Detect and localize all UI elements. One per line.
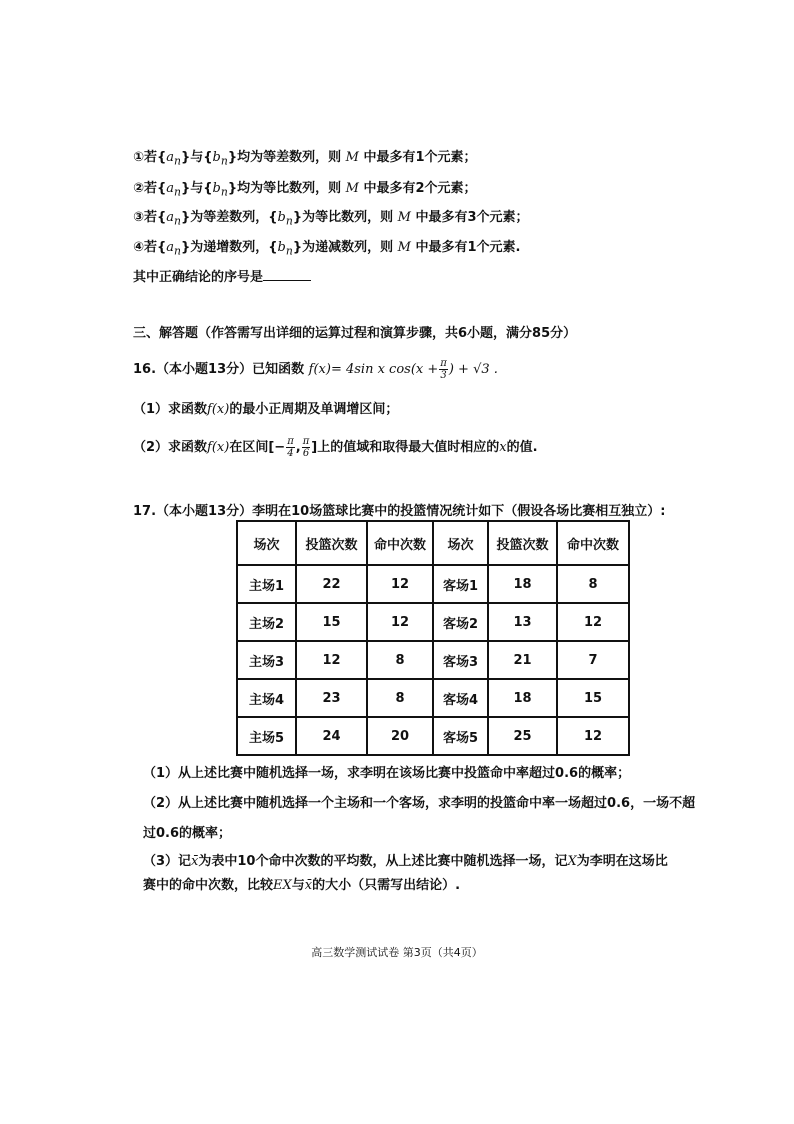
table-cell: 13 xyxy=(488,603,557,641)
header-cell: 投篮次数 xyxy=(296,521,367,565)
table-cell: 12 xyxy=(557,603,629,641)
table-row xyxy=(237,603,629,641)
table-cell: 12 xyxy=(367,565,433,603)
table-cell: 25 xyxy=(488,717,557,755)
table-cell: 主场2 xyxy=(237,603,296,641)
header-cell: 投篮次数 xyxy=(488,521,557,565)
q16-part2: （2）求函数f(x)在区间[− $\frac{\pi}{4}$ , $\frac{\pi}{6}$ ]上的值域和取得最大值时相应的x的值. xyxy=(133,436,538,459)
statement-item-4: ④若$\{a_n\}$为递增数列，$\{b_n\}$为递减数列，则 M 中最多有1个元素. xyxy=(133,240,521,258)
table-row xyxy=(237,717,629,755)
table-cell: 12 xyxy=(367,603,433,641)
table-cell: 18 xyxy=(488,679,557,717)
table-cell: 7 xyxy=(557,641,629,679)
pi-over-4-fraction: $\frac{\pi}{4}$ xyxy=(287,436,294,459)
statement-item-1: ①若$\{a_n\}$与$\{b_n\}$均为等差数列，则 M 中最多有1个元素； xyxy=(133,150,477,168)
table-cell: 22 xyxy=(296,565,367,603)
q17-part3-line2: 赛中的命中次数，比较EX与x̄的大小（只需写出结论）. xyxy=(143,878,461,893)
table-cell: 客场5 xyxy=(433,717,488,755)
table-cell: 24 xyxy=(296,717,367,755)
table-cell: 15 xyxy=(557,679,629,717)
table-cell: 18 xyxy=(488,565,557,603)
q16-part1: （1）求函数f(x)的最小正周期及单调增区间； xyxy=(133,402,399,417)
table-cell: 主场4 xyxy=(237,679,296,717)
table-cell: 15 xyxy=(296,603,367,641)
conclusion-prompt: 其中正确结论的序号是 xyxy=(133,266,311,285)
q17-part1: （1）从上述比赛中随机选择一场，求李明在该场比赛中投篮命中率超过0.6的概率； xyxy=(143,766,631,781)
table-header-row xyxy=(237,521,629,565)
q17-stem: 17.（本小题13分）李明在10场篮球比赛中的投篮情况统计如下（假设各场比赛相互独立）: xyxy=(133,504,666,519)
table-cell: 8 xyxy=(367,679,433,717)
q17-part2-line2: 过0.6的概率； xyxy=(143,826,232,841)
statement-item-2: ②若$\{a_n\}$与$\{b_n\}$均为等比数列，则 M 中最多有2个元素； xyxy=(133,181,477,199)
table-cell: 21 xyxy=(488,641,557,679)
stats-table xyxy=(236,520,630,756)
q16-stem: 16.（本小题13分）已知函数 f(x)= 4sin x cos(x + $\frac{\pi}{3}$ ) + √3 . xyxy=(133,358,498,381)
header-cell: 命中次数 xyxy=(367,521,433,565)
q17-part3-line1: （3）记x̄为表中10个命中次数的平均数，从上述比赛中随机选择一场，记X为李明在这场比 xyxy=(143,854,668,869)
table-cell: 主场5 xyxy=(237,717,296,755)
section3-heading: 三、解答题（作答需写出详细的运算过程和演算步骤，共6小题，满分85分） xyxy=(133,326,577,341)
pi-over-6-fraction: $\frac{\pi}{6}$ xyxy=(302,436,310,459)
table-cell: 客场1 xyxy=(433,565,488,603)
page-footer: 高三数学测试试卷 第3页（共4页） xyxy=(311,946,483,959)
statement-item-3: ③若$\{a_n\}$为等差数列，$\{b_n\}$为等比数列，则 M 中最多有3个元素； xyxy=(133,210,529,228)
table-cell: 主场1 xyxy=(237,565,296,603)
table-row xyxy=(237,641,629,679)
table-cell: 20 xyxy=(367,717,433,755)
header-cell: 命中次数 xyxy=(557,521,629,565)
table-row xyxy=(237,565,629,603)
table-cell: 8 xyxy=(367,641,433,679)
table-cell: 客场2 xyxy=(433,603,488,641)
pi-over-3-fraction: $\frac{\pi}{3}$ xyxy=(440,358,447,381)
table-cell: 客场4 xyxy=(433,679,488,717)
table-cell: 主场3 xyxy=(237,641,296,679)
table-cell: 12 xyxy=(557,717,629,755)
table-cell: 客场3 xyxy=(433,641,488,679)
q17-part2-line1: （2）从上述比赛中随机选择一个主场和一个客场，求李明的投篮命中率一场超过0.6，一场不超 xyxy=(143,796,696,811)
table-cell: 8 xyxy=(557,565,629,603)
header-cell: 场次 xyxy=(237,521,296,565)
table-cell: 12 xyxy=(296,641,367,679)
answer-blank[interactable] xyxy=(263,268,311,281)
table-row xyxy=(237,679,629,717)
header-cell: 场次 xyxy=(433,521,488,565)
table-cell: 23 xyxy=(296,679,367,717)
